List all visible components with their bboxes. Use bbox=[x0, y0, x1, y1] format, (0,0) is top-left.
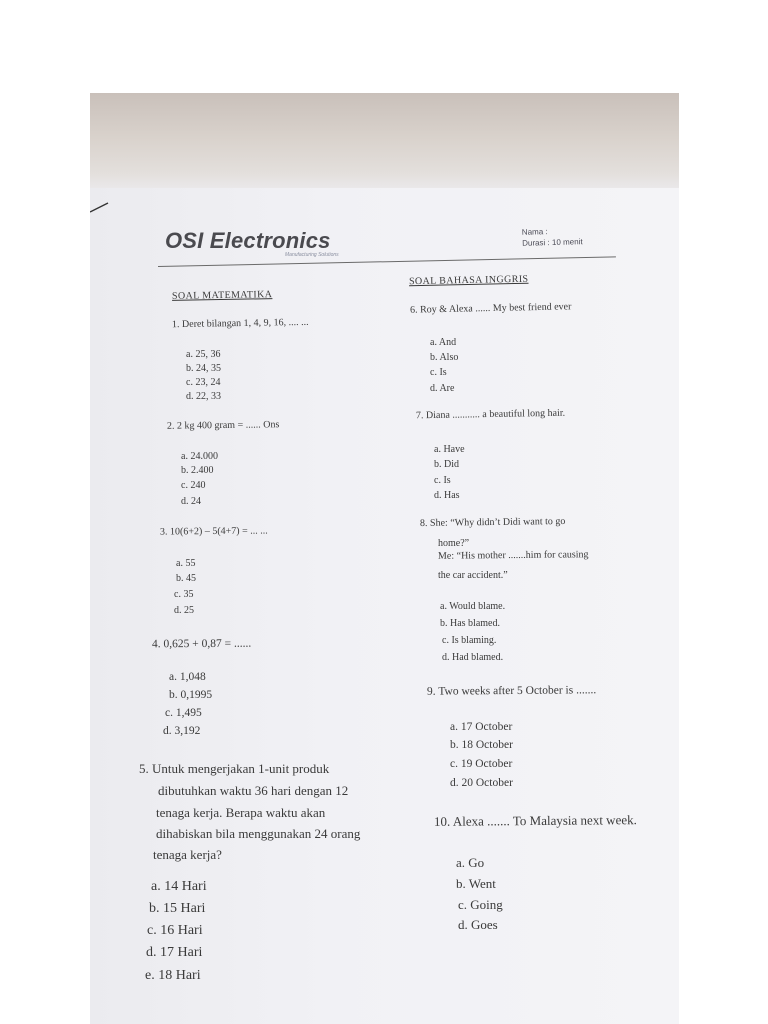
math-q5-option-b: b. 15 Hari bbox=[149, 901, 206, 916]
math-q4-option-b: b. 0,1995 bbox=[169, 689, 213, 701]
english-question-8-line-3: Me: “His mother .......him for causing bbox=[437, 549, 589, 562]
math-q5-option-e: e. 18 Hari bbox=[145, 968, 201, 983]
english-q10-option-d: d. Goes bbox=[458, 917, 498, 932]
english-q8-option-d: d. Had blamed. bbox=[442, 652, 504, 663]
math-q2-option-b: b. 2.400 bbox=[181, 465, 214, 476]
math-q5-option-a: a. 14 Hari bbox=[151, 879, 207, 894]
math-question-5-line-2: dibutuhkan waktu 36 hari dengan 12 bbox=[158, 783, 349, 798]
english-q8-option-b: b. Has blamed. bbox=[440, 618, 500, 629]
english-q7-option-a: a. Have bbox=[434, 444, 465, 455]
english-question-6: 6. Roy & Alexa ...... My best friend ever bbox=[409, 301, 572, 316]
math-question-5-line-5: tenaga kerja? bbox=[153, 847, 222, 862]
math-q5-option-d: d. 17 Hari bbox=[146, 945, 203, 960]
english-q10-option-c: c. Going bbox=[458, 897, 503, 912]
math-question-1: 1. Deret bilangan 1, 4, 9, 16, .... ... bbox=[171, 316, 309, 331]
math-question-5-line-1: 5. Untuk mengerjakan 1-unit produk bbox=[139, 761, 330, 776]
english-question-8-line-2: home?” bbox=[438, 538, 470, 549]
math-q3-option-d: d. 25 bbox=[174, 605, 194, 616]
english-q7-option-b: b. Did bbox=[434, 459, 459, 470]
english-q8-option-c: c. Is blaming. bbox=[442, 635, 497, 646]
company-logo bbox=[165, 228, 339, 258]
english-q8-option-a: a. Would blame. bbox=[440, 601, 506, 612]
english-q9-option-b: b. 18 October bbox=[450, 739, 513, 751]
math-q5-option-c: c. 16 Hari bbox=[147, 923, 203, 938]
english-question-8-line-1: 8. She: “Why didn’t Didi want to go bbox=[419, 515, 566, 530]
math-question-3: 3. 10(6+2) – 5(4+7) = ... ... bbox=[159, 525, 268, 538]
english-q10-option-a: a. Go bbox=[456, 855, 485, 870]
nama-label: Nama : bbox=[521, 227, 548, 237]
english-heading: SOAL BAHASA INGGRIS bbox=[408, 273, 529, 288]
english-q10-option-b: b. Went bbox=[456, 876, 496, 891]
math-q2-option-a: a. 24.000 bbox=[181, 451, 218, 462]
math-question-5-line-4: dihabiskan bila menggunakan 24 orang bbox=[156, 826, 361, 841]
math-q4-option-c: c. 1,495 bbox=[165, 707, 202, 719]
math-q3-option-b: b. 45 bbox=[176, 573, 196, 584]
logo-text: OSI Electronics bbox=[165, 228, 331, 253]
math-q4-option-d: d. 3,192 bbox=[163, 725, 201, 737]
english-question-9: 9. Two weeks after 5 October is ....... bbox=[426, 684, 597, 698]
english-question-7: 7. Diana ........... a beautiful long hair. bbox=[415, 407, 566, 422]
english-q6-option-a: a. And bbox=[430, 337, 457, 348]
math-question-2: 2. 2 kg 400 gram = ...... Ons bbox=[166, 419, 280, 432]
english-q9-option-c: c. 19 October bbox=[450, 758, 513, 770]
english-q9-option-a: a. 17 October bbox=[450, 721, 513, 733]
english-q7-option-c: c. Is bbox=[434, 475, 451, 486]
math-q3-option-a: a. 55 bbox=[176, 558, 196, 569]
math-q4-option-a: a. 1,048 bbox=[169, 671, 206, 683]
math-q1-option-b: b. 24, 35 bbox=[186, 363, 221, 374]
exam-meta bbox=[522, 225, 583, 249]
english-question-10: 10. Alexa ....... To Malaysia next week. bbox=[433, 812, 637, 829]
math-heading: SOAL MATEMATIKA bbox=[171, 289, 273, 302]
math-question-5-line-3: tenaga kerja. Berapa waktu akan bbox=[156, 805, 326, 820]
math-q1-option-d: d. 22, 33 bbox=[186, 391, 221, 402]
english-question-8-line-4: the car accident.” bbox=[438, 570, 508, 581]
math-q1-option-a: a. 25, 36 bbox=[186, 349, 221, 360]
background-surface bbox=[90, 93, 679, 193]
logo-tagline: Manufacturing Solutions bbox=[285, 252, 339, 258]
english-q6-option-d: d. Are bbox=[430, 383, 455, 394]
math-question-4: 4. 0,625 + 0,87 = ...... bbox=[151, 637, 252, 651]
math-q2-option-d: d. 24 bbox=[181, 496, 201, 507]
english-q6-option-b: b. Also bbox=[430, 352, 459, 363]
english-q7-option-d: d. Has bbox=[434, 490, 460, 501]
math-q1-option-c: c. 23, 24 bbox=[186, 377, 221, 388]
math-q3-option-c: c. 35 bbox=[174, 589, 194, 600]
durasi-label: Durasi : 10 menit bbox=[522, 237, 583, 248]
math-q2-option-c: c. 240 bbox=[181, 480, 206, 491]
english-q9-option-d: d. 20 October bbox=[450, 777, 513, 789]
english-q6-option-c: c. Is bbox=[430, 367, 447, 378]
pen-mark bbox=[90, 200, 110, 214]
